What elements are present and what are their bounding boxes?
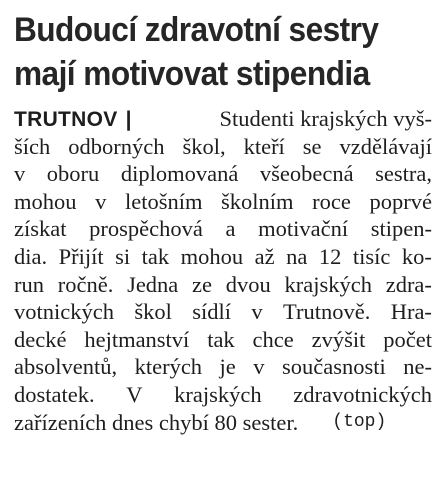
body-line-3: v oboru diplomovaná všeobecná sestra, — [14, 161, 432, 187]
body-line-10: absolventů, kterých je v současnosti ne- — [14, 354, 432, 380]
body-line-8: votnických škol sídlí v Trutnově. Hra- — [14, 299, 432, 325]
body-line-2: ších odborných škol, kteří se vzdělávají — [14, 133, 432, 159]
body-line-11: dostatek. V krajských zdravotnických — [14, 381, 432, 407]
lead-text: Studenti krajských vyš- — [219, 106, 432, 131]
headline-line-1: Budoucí zdravotní sestry — [14, 11, 379, 49]
body-line-9: decké hejtmanství tak chce zvýšit počet — [14, 326, 432, 352]
body-line-4: mohou v letošním školním roce poprvé — [14, 188, 432, 214]
dateline-separator: | — [125, 108, 132, 131]
dateline: TRUTNOV — [14, 108, 118, 131]
headline-line-2: mají motivovat stipendia — [14, 55, 370, 93]
dateline-group — [14, 105, 147, 133]
news-article — [14, 0, 432, 435]
body-line-7: run ročně. Jedna ze dvou krajských zdra- — [14, 271, 432, 297]
body-line-6: dia. Přijít si tak mohou až na 12 tisíc ko- — [14, 243, 432, 269]
closing-text: zařízeních dnes chybí 80 sester. — [14, 409, 299, 435]
body-line-12 — [14, 409, 432, 437]
author-signature: (top) — [332, 411, 387, 432]
body-line-1 — [14, 105, 432, 133]
article-body — [14, 105, 432, 436]
headline — [14, 0, 403, 96]
body-line-5: získat prospěchová a motivační stipen- — [14, 216, 432, 242]
